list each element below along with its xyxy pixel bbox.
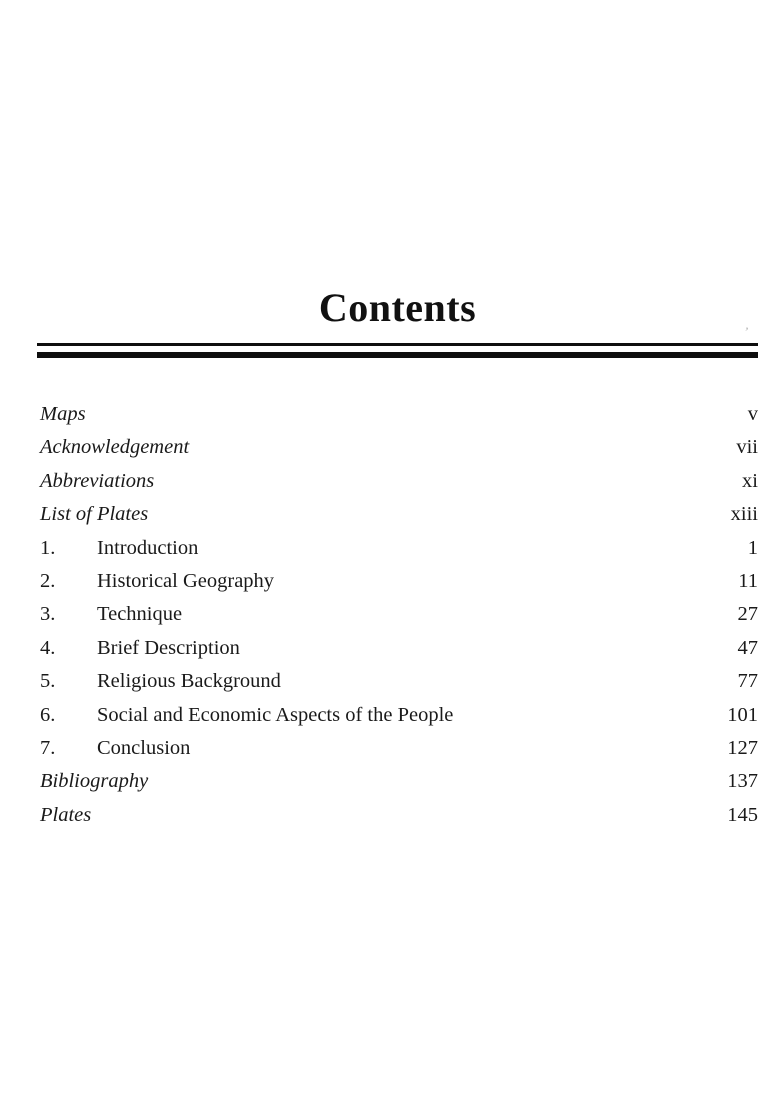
entry-label: Maps [40,403,86,425]
entry-page-number: 27 [737,603,758,626]
chapter-number: 4. [40,636,56,659]
chapter-number: 2. [40,569,56,592]
entry-label: Bibliography [40,770,149,793]
entry-label: Brief Description [97,636,240,659]
toc-row-maps [40,398,758,431]
entry-page-number: xi [742,469,758,492]
divider-rule-thick [37,352,758,358]
toc-row-chapter-3 [40,598,758,631]
table-of-contents [40,398,758,832]
chapter-number: 1. [40,536,56,559]
page-title: Contents [318,285,477,330]
entry-label: Acknowledgement [40,436,190,459]
entry-label: Religious Background [97,670,281,693]
toc-row-plates [40,799,758,832]
toc-row-chapter-4 [40,632,758,665]
toc-row-chapter-5 [40,665,758,698]
entry-page-number: 11 [738,569,758,592]
entry-page-number: 101 [727,703,758,726]
entry-label: Technique [97,603,183,626]
chapter-number: 3. [40,603,56,626]
entry-label: Social and Economic Aspects of the People [97,703,454,726]
toc-row-abbreviations [40,465,758,498]
divider-rule-thin [37,343,758,346]
entry-page-number: vii [736,436,758,459]
chapter-number: 7. [40,736,56,759]
entry-page-number: 77 [737,670,758,693]
entry-page-number: v [747,403,758,425]
chapter-number: 6. [40,703,56,726]
entry-page-number: 127 [727,736,758,759]
toc-row-list-of-plates [40,498,758,531]
entry-page-number: 145 [727,803,758,826]
toc-row-bibliography [40,765,758,798]
entry-label: Historical Geography [97,569,275,592]
chapter-number: 5. [40,670,56,693]
toc-row-chapter-1 [40,532,758,565]
entry-page-number: xiii [730,503,758,526]
entry-page-number: 137 [727,770,758,793]
entry-label: Plates [40,803,92,826]
toc-row-chapter-6 [40,699,758,732]
entry-label: Introduction [97,536,199,559]
toc-row-chapter-7 [40,732,758,765]
scan-artifact-mark: ’ [742,323,750,340]
toc-row-acknowledgement [40,431,758,464]
entry-label: List of Plates [40,503,149,526]
entry-label: Abbreviations [40,469,155,492]
toc-row-chapter-2 [40,565,758,598]
entry-page-number: 47 [737,636,758,659]
entry-page-number: 1 [747,536,758,559]
entry-label: Conclusion [97,736,191,759]
